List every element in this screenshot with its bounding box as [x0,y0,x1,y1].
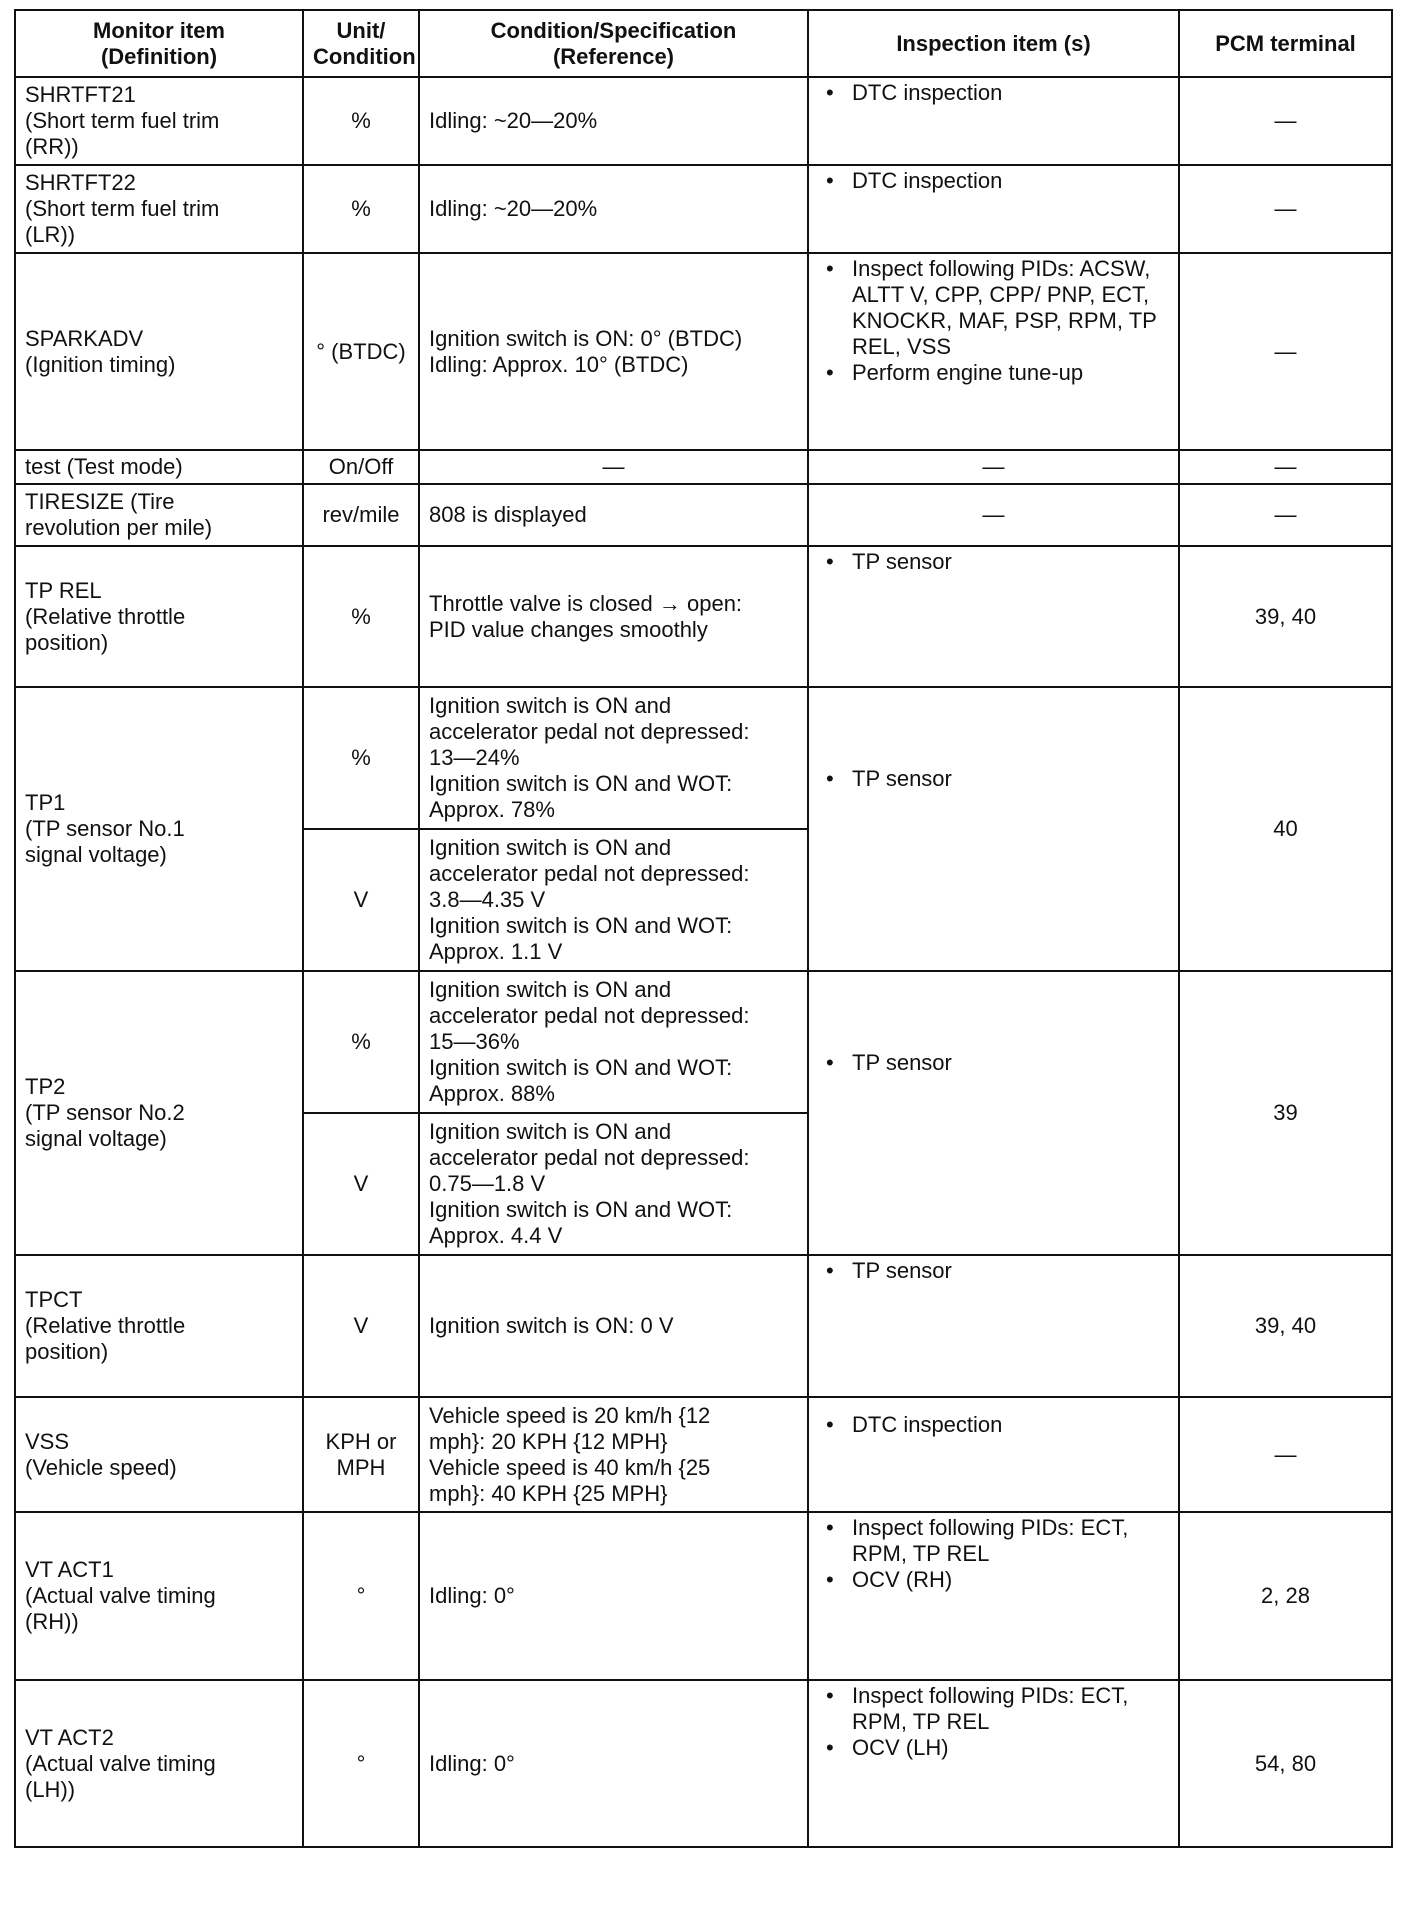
condition-cell: Idling: 0° [419,1680,808,1847]
condition-cell: Ignition switch is ON and accelerator pedal not depressed: 0.75—1.8 V Ignition switch is ON and WOT: Approx. 4.4 V [419,1113,808,1255]
pcm-terminal-cell: — [1179,77,1392,165]
unit-cell: On/Off [303,450,419,484]
inspection-cell: — [808,484,1179,546]
unit-cell: rev/mile [303,484,419,546]
condition-cell: Idling: 0° [419,1512,808,1680]
monitor-item-cell: SPARKADV (Ignition timing) [15,253,303,450]
condition-cell: — [419,450,808,484]
monitor-item-cell: VSS (Vehicle speed) [15,1397,303,1512]
inspection-cell [808,165,1179,253]
table-row [15,1397,1392,1512]
table-row [15,1512,1392,1680]
header-condition-spec: Condition/Specification (Reference) [419,10,808,77]
condition-cell: Ignition switch is ON: 0 V [419,1255,808,1397]
inspection-item: • Inspect following PIDs: ECT, RPM, TP REL [818,1683,1169,1735]
condition-cell: 808 is displayed [419,484,808,546]
pcm-terminal-cell: — [1179,450,1392,484]
unit-cell: V [303,1255,419,1397]
monitor-item-cell: test (Test mode) [15,450,303,484]
pcm-terminal-cell: 40 [1179,687,1392,971]
inspection-item: • OCV (LH) [818,1735,1169,1761]
unit-cell: % [303,687,419,829]
inspection-cell [808,1680,1179,1847]
unit-cell: V [303,1113,419,1255]
unit-cell: % [303,77,419,165]
inspection-cell [808,77,1179,165]
monitor-item-cell: TIRESIZE (Tire revolution per mile) [15,484,303,546]
inspection-cell [808,1512,1179,1680]
table-row [15,687,1392,829]
monitor-item-cell: TPCT (Relative throttle position) [15,1255,303,1397]
condition-cell: Ignition switch is ON and accelerator pedal not depressed: 13—24% Ignition switch is ON and WOT: Approx. 78% [419,687,808,829]
monitor-item-cell: VT ACT2 (Actual valve timing (LH)) [15,1680,303,1847]
monitor-item-cell: TP1 (TP sensor No.1 signal voltage) [15,687,303,971]
table-row [15,450,1392,484]
condition-cell: Ignition switch is ON and accelerator pedal not depressed: 3.8—4.35 V Ignition switch is ON and WOT: Approx. 1.1 V [419,829,808,971]
inspection-item: • TP sensor [818,1258,1169,1284]
condition-cell: Idling: ~20—20% [419,165,808,253]
unit-cell: % [303,971,419,1113]
pcm-terminal-cell: — [1179,1397,1392,1512]
pcm-terminal-cell: 39 [1179,971,1392,1255]
inspection-cell [808,253,1179,450]
header-unit-condition: Unit/ Condition [303,10,419,77]
table-row [15,1680,1392,1847]
table-row [15,971,1392,1113]
unit-cell: % [303,546,419,687]
inspection-item: • OCV (RH) [818,1567,1169,1593]
header-pcm-terminal: PCM terminal [1179,10,1392,77]
monitor-item-table [14,9,1393,1848]
table-row [15,1255,1392,1397]
inspection-item: • TP sensor [818,1050,1169,1076]
condition-cell: Idling: ~20—20% [419,77,808,165]
monitor-item-cell: SHRTFT22 (Short term fuel trim (LR)) [15,165,303,253]
table-header-row [15,10,1392,77]
inspection-item: • TP sensor [818,549,1169,575]
monitor-item-cell: TP REL (Relative throttle position) [15,546,303,687]
monitor-item-cell: VT ACT1 (Actual valve timing (RH)) [15,1512,303,1680]
inspection-cell: — [808,450,1179,484]
unit-cell: % [303,165,419,253]
unit-cell: ° [303,1680,419,1847]
inspection-item: • Inspect following PIDs: ACSW, ALTT V, CPP, CPP/ PNP, ECT, KNOCKR, MAF, PSP, RPM, TP REL, VSS [818,256,1169,360]
inspection-item: • Inspect following PIDs: ECT, RPM, TP REL [818,1515,1169,1567]
inspection-item: • DTC inspection [818,1412,1169,1438]
pcm-terminal-cell: 39, 40 [1179,546,1392,687]
table-row [15,253,1392,450]
pcm-terminal-cell: — [1179,165,1392,253]
header-inspection-items: Inspection item (s) [808,10,1179,77]
unit-cell: ° (BTDC) [303,253,419,450]
condition-cell: Throttle valve is closed → open: PID value changes smoothly [419,546,808,687]
pcm-terminal-cell: — [1179,253,1392,450]
condition-cell: Ignition switch is ON and accelerator pedal not depressed: 15—36% Ignition switch is ON and WOT: Approx. 88% [419,971,808,1113]
inspection-item: • DTC inspection [818,80,1169,106]
monitor-item-cell: SHRTFT21 (Short term fuel trim (RR)) [15,77,303,165]
pcm-terminal-cell: — [1179,484,1392,546]
inspection-cell [808,1397,1179,1512]
inspection-item: • Perform engine tune-up [818,360,1169,386]
header-monitor-item: Monitor item (Definition) [15,10,303,77]
inspection-cell [808,546,1179,687]
unit-cell: KPH or MPH [303,1397,419,1512]
condition-cell: Ignition switch is ON: 0° (BTDC) Idling: Approx. 10° (BTDC) [419,253,808,450]
inspection-cell [808,687,1179,971]
inspection-item: • TP sensor [818,766,1169,792]
pcm-terminal-cell: 39, 40 [1179,1255,1392,1397]
pcm-terminal-cell: 54, 80 [1179,1680,1392,1847]
inspection-cell [808,971,1179,1255]
table-row [15,165,1392,253]
table-row [15,77,1392,165]
inspection-cell [808,1255,1179,1397]
condition-cell: Vehicle speed is 20 km/h {12 mph}: 20 KPH {12 MPH} Vehicle speed is 40 km/h {25 mph}: 40 KPH {25 MPH} [419,1397,808,1512]
unit-cell: V [303,829,419,971]
monitor-item-cell: TP2 (TP sensor No.2 signal voltage) [15,971,303,1255]
table-row [15,484,1392,546]
pcm-terminal-cell: 2, 28 [1179,1512,1392,1680]
unit-cell: ° [303,1512,419,1680]
table-row [15,546,1392,687]
inspection-item: • DTC inspection [818,168,1169,194]
